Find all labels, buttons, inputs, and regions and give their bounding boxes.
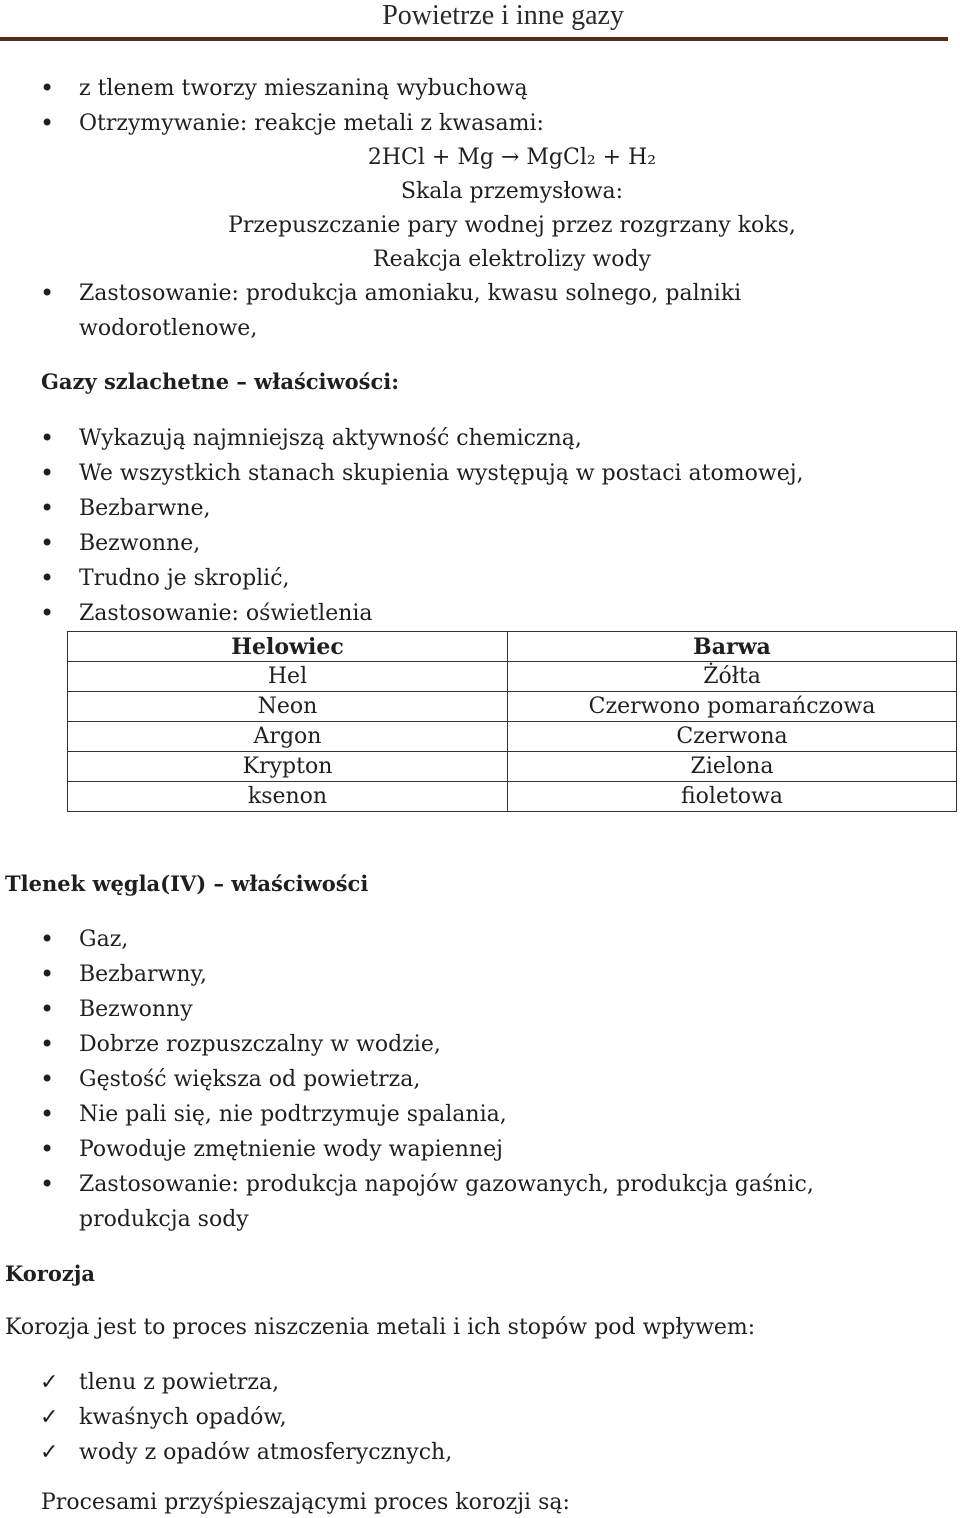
list-item: • Otrzymywanie: reakcje metali z kwasami:: [0, 106, 939, 141]
column-header-element: Helowiec: [68, 632, 508, 662]
list-item: ✓ tlenu z powietrza,: [0, 1365, 939, 1400]
column-header-color: Barwa: [508, 632, 957, 662]
reaction-equation: 2HCl + Mg → MgCl₂ + H₂: [367, 145, 657, 170]
co2-bullets: [0, 922, 939, 1237]
noble-gases-table: [67, 631, 957, 812]
table-cell: Krypton: [68, 752, 508, 782]
table-cell: Czerwona: [508, 722, 957, 752]
list-item: • Nie pali się, nie podtrzymuje spalania,: [0, 1097, 939, 1132]
corrosion-accelerators: Procesami przyśpieszającymi proces korozji są:: [41, 1490, 570, 1515]
industrial-method-1: Przepuszczanie pary wodnej przez rozgrzany koks,: [228, 213, 796, 238]
list-item: • z tlenem tworzy mieszaniną wybuchową: [0, 71, 939, 106]
table-header-row: [68, 632, 957, 662]
list-item: • Zastosowanie: produkcja amoniaku, kwasu solnego, palniki wodorotlenowe,: [0, 276, 859, 346]
list-item: • Powoduje zmętnienie wody wapiennej: [0, 1132, 939, 1167]
list-item: • Bezwonny: [0, 992, 939, 1027]
table-cell: Hel: [68, 662, 508, 692]
table-cell: ksenon: [68, 782, 508, 812]
list-item: • Gaz,: [0, 922, 939, 957]
list-item: • Bezwonne,: [0, 526, 939, 561]
corrosion-intro: Korozja jest to proces niszczenia metali i ich stopów pod wpływem:: [5, 1315, 756, 1340]
list-item: ✓ kwaśnych opadów,: [0, 1400, 939, 1435]
header-rule: [0, 37, 948, 41]
table-cell: Czerwono pomarańczowa: [508, 692, 957, 722]
table-cell: Neon: [68, 692, 508, 722]
list-item: • Gęstość większa od powietrza,: [0, 1062, 939, 1097]
hydrogen-usage-list: [0, 276, 859, 346]
table-row: [68, 662, 957, 692]
list-item: • Zastosowanie: produkcja napojów gazowanych, produkcja gaśnic, produkcja sody: [0, 1167, 879, 1237]
table-cell: fioletowa: [508, 782, 957, 812]
hydrogen-bullets-top: [0, 71, 939, 141]
table-row: [68, 752, 957, 782]
table-row: [68, 692, 957, 722]
list-item: • Wykazują najmniejszą aktywność chemiczną,: [0, 421, 939, 456]
table-row: [68, 722, 957, 752]
table-cell: Zielona: [508, 752, 957, 782]
corrosion-checklist: [0, 1365, 939, 1470]
corrosion-heading: Korozja: [5, 1261, 95, 1286]
list-item: • We wszystkich stanach skupienia występują w postaci atomowej,: [0, 456, 939, 491]
list-item: • Bezbarwne,: [0, 491, 939, 526]
list-item: • Zastosowanie: oświetlenia: [0, 596, 939, 631]
co2-heading: Tlenek węgla(IV) – właściwości: [5, 871, 369, 896]
list-item: ✓ wody z opadów atmosferycznych,: [0, 1435, 939, 1470]
table-cell: Argon: [68, 722, 508, 752]
list-item: • Bezbarwny,: [0, 957, 939, 992]
noble-gases-bullets: [0, 421, 939, 631]
table-cell: Żółta: [508, 662, 957, 692]
page-title: Powietrze i inne gazy: [382, 0, 624, 31]
industrial-method-2: Reakcja elektrolizy wody: [373, 247, 651, 272]
industrial-label: Skala przemysłowa:: [400, 179, 624, 204]
table-row: [68, 782, 957, 812]
list-item: • Trudno je skroplić,: [0, 561, 939, 596]
noble-gases-heading: Gazy szlachetne – właściwości:: [41, 369, 399, 394]
list-item: • Dobrze rozpuszczalny w wodzie,: [0, 1027, 939, 1062]
